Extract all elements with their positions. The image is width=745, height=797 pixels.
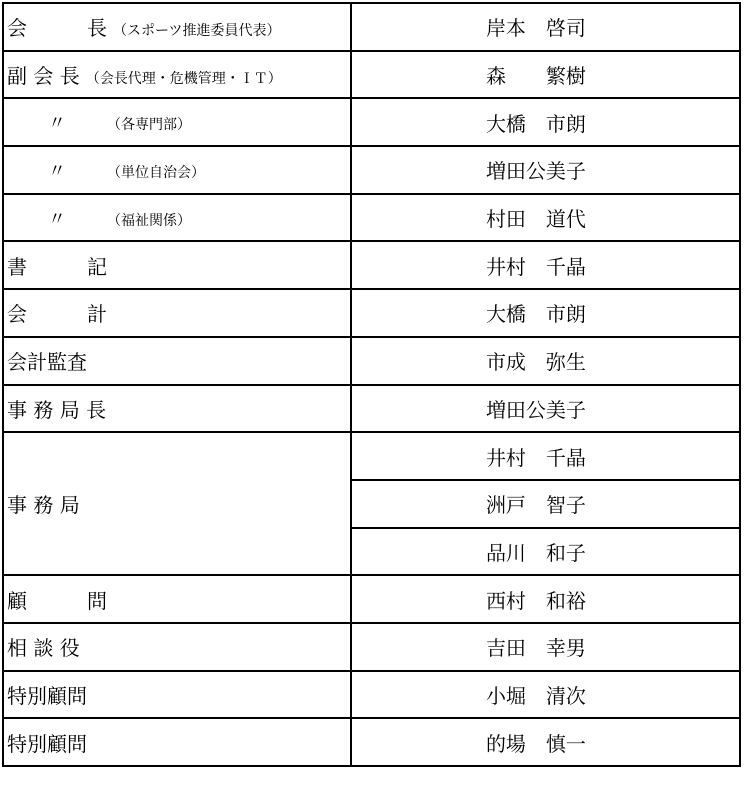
- table-row: [3, 718, 740, 766]
- role-cell: 事 務 局: [3, 432, 351, 575]
- role-cell: 会計監査: [3, 337, 351, 385]
- name-cell: 市成 弥生: [351, 337, 740, 385]
- table-row: [3, 432, 740, 480]
- name-cell: 西村 和裕: [351, 575, 740, 623]
- name-cell: 井村 千晶: [351, 241, 740, 289]
- table-row: [3, 671, 740, 719]
- name-cell: 吉田 幸男: [351, 623, 740, 671]
- table-row: [3, 623, 740, 671]
- role-cell: [3, 98, 351, 146]
- role-note: （各専門部）: [107, 117, 191, 134]
- table-row: [3, 194, 740, 242]
- name-cell: 的場 慎一: [351, 718, 740, 766]
- role-cell: 顧 問: [3, 575, 351, 623]
- role-cell: 特別顧問: [3, 671, 351, 719]
- ditto-mark: 〃: [48, 113, 66, 135]
- table-row: [3, 289, 740, 337]
- role-note: （スポーツ推進委員代表）: [113, 23, 281, 40]
- table-row: [3, 51, 740, 99]
- name-cell: 森 繁樹: [351, 51, 740, 99]
- ditto-mark: 〃: [48, 160, 66, 182]
- role-cell: [3, 194, 351, 242]
- role-cell: [3, 3, 351, 51]
- role-cell: 書 記: [3, 241, 351, 289]
- role-cell: [3, 146, 351, 194]
- role-label: 副 会 長: [7, 64, 80, 89]
- table-row: [3, 575, 740, 623]
- table-row: [3, 337, 740, 385]
- role-cell: [3, 51, 351, 99]
- role-cell: 相 談 役: [3, 623, 351, 671]
- table-row: [3, 241, 740, 289]
- table-row: [3, 385, 740, 433]
- role-note: （福祉関係）: [107, 212, 191, 229]
- name-cell: 大橋 市朗: [351, 289, 740, 337]
- role-cell: 特別顧問: [3, 718, 351, 766]
- name-cell: 増田公美子: [351, 385, 740, 433]
- role-label: 会 長: [7, 16, 107, 41]
- role-note: （単位自治会）: [107, 164, 205, 181]
- name-cell: 品川 和子: [351, 528, 740, 576]
- name-cell: 井村 千晶: [351, 432, 740, 480]
- name-cell: 村田 道代: [351, 194, 740, 242]
- role-cell: 事 務 局 長: [3, 385, 351, 433]
- name-cell: 増田公美子: [351, 146, 740, 194]
- table-row: [3, 98, 740, 146]
- role-note: （会長代理・危機管理・ＩＴ）: [85, 71, 282, 88]
- table-row: [3, 3, 740, 51]
- name-cell: 洲戸 智子: [351, 480, 740, 528]
- name-cell: 小堀 清次: [351, 671, 740, 719]
- ditto-mark: 〃: [48, 208, 66, 230]
- table-row: [3, 146, 740, 194]
- role-cell: 会 計: [3, 289, 351, 337]
- name-cell: 岸本 啓司: [351, 3, 740, 51]
- name-cell: 大橋 市朗: [351, 98, 740, 146]
- officers-table: [2, 2, 741, 767]
